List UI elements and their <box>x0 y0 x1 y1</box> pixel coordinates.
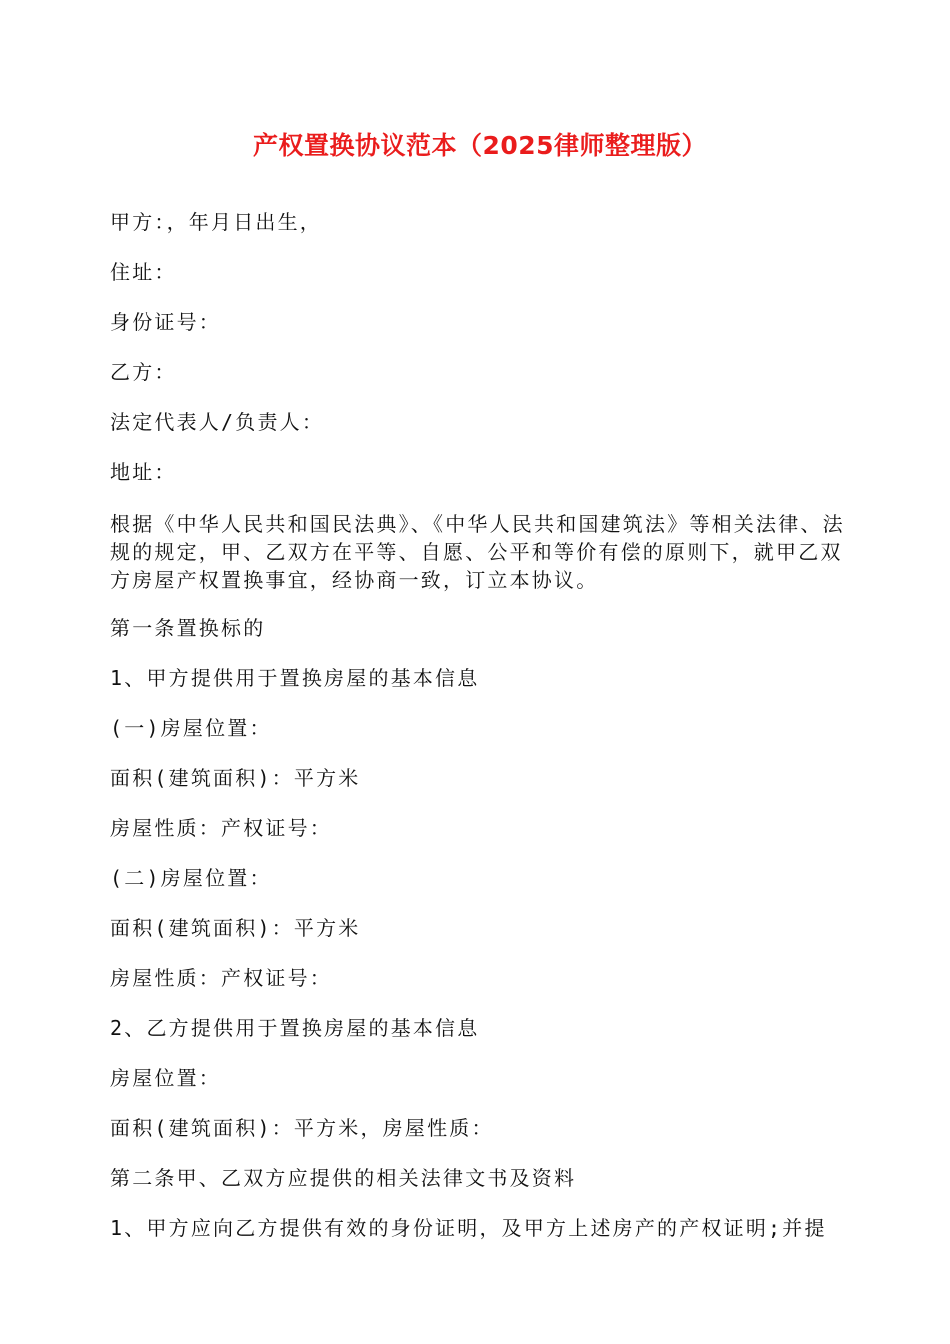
id-number-line: 身份证号： <box>110 310 221 334</box>
party-b-property-area: 面积(建筑面积)：平方米，房屋性质： <box>110 1116 494 1140</box>
document-title: 产权置换协议范本（2025律师整理版） <box>252 131 708 160</box>
property-2-area: 面积(建筑面积)：平方米 <box>110 916 361 940</box>
property-2-location: (二)房屋位置： <box>110 866 272 890</box>
property-2-nature: 房屋性质：产权证号： <box>110 966 332 990</box>
party-b-property-location: 房屋位置： <box>110 1066 221 1090</box>
article-one-heading: 第一条置换标的 <box>110 616 266 640</box>
party-b-address-line: 地址： <box>110 460 177 484</box>
clause-1-1: 1、甲方提供用于置换房屋的基本信息 <box>110 666 480 690</box>
clause-2-1: 1、甲方应向乙方提供有效的身份证明，及甲方上述房产的产权证明;并提 <box>110 1216 827 1240</box>
address-line: 住址： <box>110 260 177 284</box>
property-1-area: 面积(建筑面积)：平方米 <box>110 766 361 790</box>
article-two-heading: 第二条甲、乙双方应提供的相关法律文书及资料 <box>110 1166 577 1190</box>
party-a-line: 甲方：，年月日出生， <box>110 210 322 234</box>
property-1-nature: 房屋性质：产权证号： <box>110 816 332 840</box>
preamble-paragraph: 根据《中华人民共和国民法典》、《中华人民共和国建筑法》等相关法律、法规的规定，甲、乙双方在平等、自愿、公平和等价有偿的原则下，就甲乙双方房屋产权置换事宜，经协商一致，订立本协议。 <box>110 512 845 592</box>
property-1-location: (一)房屋位置： <box>110 716 272 740</box>
legal-representative-line: 法定代表人/负责人： <box>110 410 325 434</box>
party-b-line: 乙方： <box>110 360 177 384</box>
clause-1-2: 2、乙方提供用于置换房屋的基本信息 <box>110 1016 480 1040</box>
